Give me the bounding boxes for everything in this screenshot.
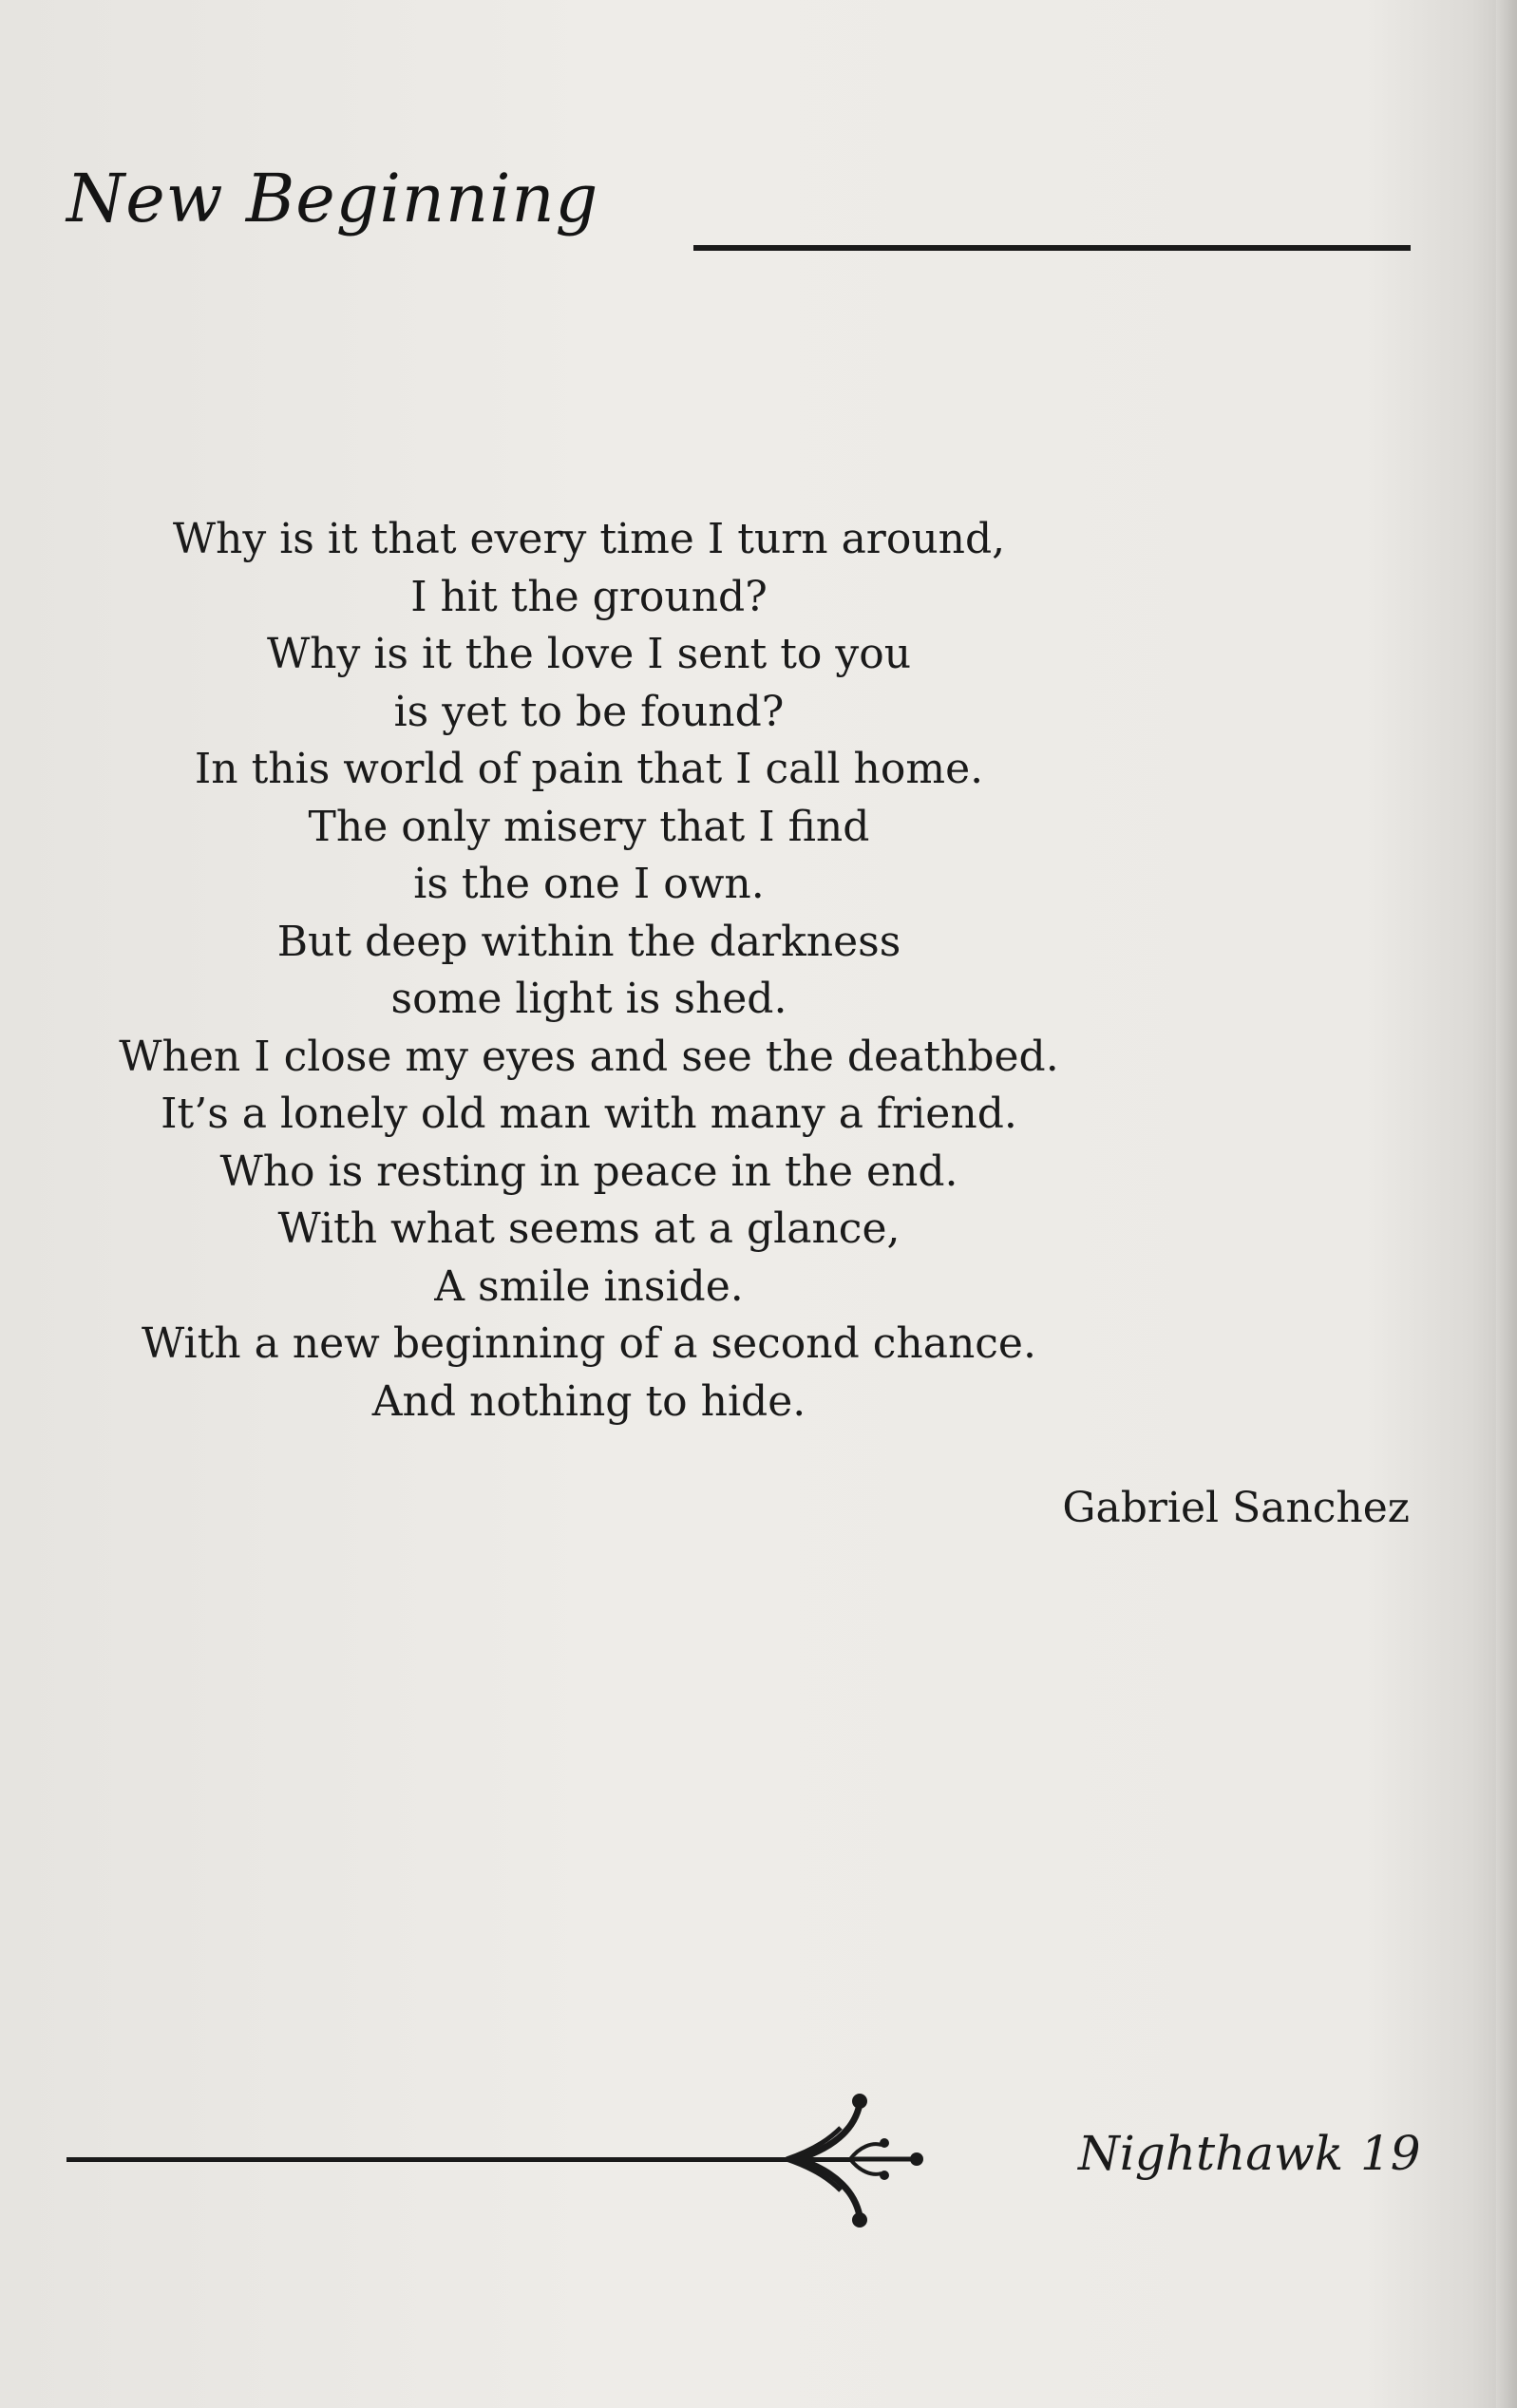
poem-line: A smile inside. (434, 1261, 744, 1311)
arrow-flourish-icon (760, 2090, 931, 2232)
poem-line: And nothing to hide. (371, 1376, 806, 1426)
poem-line: It’s a lonely old man with many a friend. (161, 1090, 1017, 1138)
author-name: Gabriel Sanchez (1062, 1484, 1410, 1532)
poem-line: When I close my eyes and see the deathbed. (119, 1032, 1059, 1081)
poem-line: Why is it the love I sent to you (266, 630, 912, 678)
poem-line: is the one I own. (413, 860, 765, 908)
poem-line: But deep within the darkness (276, 917, 901, 966)
poem-line: some light is shed. (390, 975, 787, 1023)
title-rule (693, 245, 1411, 251)
footer-rule (66, 2157, 855, 2162)
poem-line: With what seems at a glance, (277, 1204, 901, 1253)
poem-line: Who is resting in peace in the end. (219, 1147, 958, 1196)
poem-line: Why is it that every time I turn around, (172, 515, 1006, 563)
poem-line: I hit the ground? (410, 572, 768, 621)
poem-line: The only misery that I find (308, 802, 870, 851)
page-number: 19 (1360, 2126, 1421, 2181)
publication-title: Nighthawk (1078, 2126, 1344, 2181)
poem (57, 511, 1121, 1431)
poem-line: In this world of pain that I call home. (194, 745, 984, 793)
poem-line: is yet to be found? (393, 687, 785, 736)
page-edge (1496, 0, 1517, 2408)
page-title: New Beginning (66, 160, 599, 237)
poem-line: With a new beginning of a second chance. (142, 1319, 1036, 1368)
